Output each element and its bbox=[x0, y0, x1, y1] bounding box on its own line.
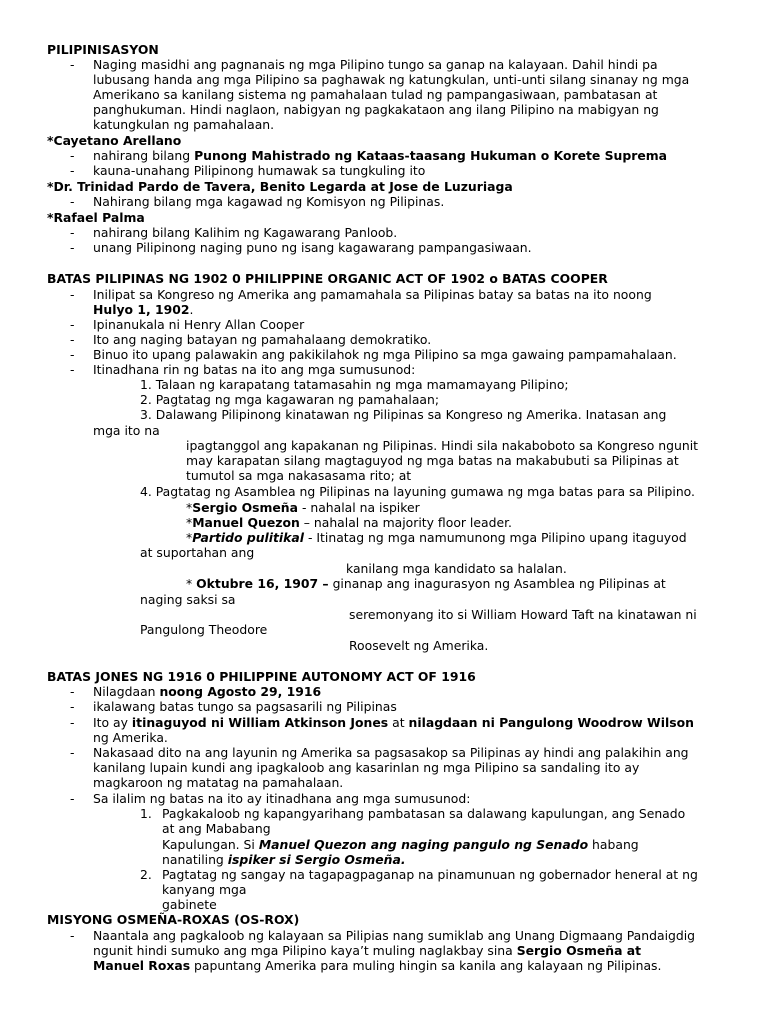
numbered-item-cont: gabinete bbox=[162, 897, 217, 912]
bullet-dash: - bbox=[70, 287, 75, 302]
bullet-dash: - bbox=[70, 163, 75, 178]
sub-item-osmena bbox=[186, 500, 420, 515]
text-run: - Itinatag ng mga namumunong mga Pilipino upang itaguyod bbox=[304, 530, 687, 545]
paragraph-line: katungkulan ng pamahalaan. bbox=[93, 117, 275, 132]
numbered-marker: 1. bbox=[140, 806, 152, 821]
text-run: habang bbox=[588, 837, 639, 852]
text-run-bold: Manuel Roxas bbox=[93, 958, 191, 973]
numbered-item-cont: mga ito na bbox=[93, 423, 160, 438]
bullet-dash: - bbox=[70, 194, 75, 209]
paragraph-line: lubusang handa ang mga Pilipino sa paghawak ng katungkulan, unti-unti silang sinanay ng mga bbox=[93, 72, 690, 87]
bullet-dash: - bbox=[70, 148, 75, 163]
bullet-dash: - bbox=[70, 684, 75, 699]
numbered-marker: 2. bbox=[140, 867, 152, 882]
sub-item-cont: kanilang mga kandidato sa halalan. bbox=[346, 561, 567, 576]
text-run: * bbox=[186, 515, 193, 530]
section-heading-batas-cooper: BATAS PILIPINAS NG 1902 0 PHILIPPINE ORGANIC ACT OF 1902 o BATAS COOPER bbox=[47, 271, 608, 286]
text-run-bold: Hulyo 1, 1902 bbox=[93, 302, 190, 317]
text-run: * bbox=[186, 500, 193, 515]
list-item: Nahirang bilang mga kagawad ng Komisyon ng Pilipinas. bbox=[93, 194, 445, 209]
text-run: Nilagdaan bbox=[93, 684, 160, 699]
section-heading-pilipinisasyon: PILIPINISASYON bbox=[47, 42, 159, 57]
person-heading-palma: *Rafael Palma bbox=[47, 210, 145, 225]
text-run: * bbox=[186, 530, 193, 545]
list-item-cont bbox=[93, 943, 641, 958]
list-item: Ipinanukala ni Henry Allan Cooper bbox=[93, 317, 305, 332]
numbered-item-cont bbox=[162, 852, 406, 867]
text-run-bold: itinaguyod ni William Atkinson Jones bbox=[131, 715, 389, 730]
list-item-cont: magkaroon ng matatag na pamahalaan. bbox=[93, 775, 344, 790]
numbered-item-cont: kanyang mga bbox=[162, 882, 247, 897]
text-run: nanatiling bbox=[162, 852, 228, 867]
list-item: Hulyo 1, 1902. bbox=[93, 302, 194, 317]
list-item-cont bbox=[93, 958, 661, 973]
text-run: Kapulungan. Si bbox=[162, 837, 259, 852]
bullet-dash: - bbox=[70, 57, 75, 72]
paragraph-line: Amerikano sa kanilang sistema ng pamahalaan tulad ng pampangasiwaan, pambatasan at bbox=[93, 87, 658, 102]
bullet-dash: - bbox=[70, 791, 75, 806]
list-item: unang Pilipinong naging puno ng isang kagawarang pampangasiwaan. bbox=[93, 240, 532, 255]
list-item: Itinadhana rin ng batas na ito ang mga sumusunod: bbox=[93, 362, 416, 377]
text-run-bold: Punong Mahistrado ng Kataas-taasang Hukuman o Korete Suprema bbox=[194, 148, 668, 163]
text-run: papuntang Amerika para muling hingin sa kanila ang kalayaan ng Pilipinas. bbox=[190, 958, 662, 973]
paragraph-line: Naging masidhi ang pagnanais ng mga Pilipino tungo sa ganap na kalayaan. Dahil hindi pa bbox=[93, 57, 658, 72]
numbered-item-cont: at ang Mababang bbox=[162, 821, 271, 836]
text-run-bold-italic: Partido pulitikal bbox=[192, 530, 305, 545]
person-heading-arellano: *Cayetano Arellano bbox=[47, 133, 182, 148]
bullet-dash: - bbox=[70, 362, 75, 377]
list-item: Sa ilalim ng batas na ito ay itinadhana ang mga sumusunod: bbox=[93, 791, 471, 806]
text-run: at bbox=[388, 715, 409, 730]
text-run-bold: Manuel Quezon bbox=[192, 515, 300, 530]
bullet-dash: - bbox=[70, 745, 75, 760]
sub-item-cont: Pangulong Theodore bbox=[140, 622, 268, 637]
sub-item-quezon bbox=[186, 515, 512, 530]
list-item: Naantala ang pagkaloob ng kalayaan sa Pilipias nang sumiklab ang Unang Digmaang Pandaigdig bbox=[93, 928, 696, 943]
sub-item-cont: naging saksi sa bbox=[140, 592, 236, 607]
numbered-item: 4. Pagtatag ng Asamblea ng Pilipinas na layuning gumawa ng mga batas para sa Pilipino. bbox=[140, 484, 695, 499]
text-run: * bbox=[186, 576, 197, 591]
section-heading-os-rox: MISYONG OSMEÑA-ROXAS (OS-ROX) bbox=[47, 912, 300, 927]
numbered-item-cont: ipagtanggol ang kapakanan ng Pilipinas. Hindi sila nakaboboto sa Kongreso ngunit bbox=[186, 438, 699, 453]
sub-item-cont: seremonyang ito si William Howard Taft na kinatawan ni bbox=[349, 607, 697, 622]
bullet-dash: - bbox=[70, 347, 75, 362]
sub-item-cont: at suportahan ang bbox=[140, 545, 255, 560]
bullet-dash: - bbox=[70, 225, 75, 240]
text-run-bold: nilagdaan ni Pangulong Woodrow Wilson bbox=[408, 715, 694, 730]
paragraph-line: panghukuman. Hindi naglaon, nabigyan ng pagkakataon ang ilang Pilipino na mabigyan ng bbox=[93, 102, 659, 117]
text-run: ginanap ang inagurasyon ng Asamblea ng Pilipinas at bbox=[328, 576, 666, 591]
sub-item-cont: Roosevelt ng Amerika. bbox=[349, 638, 489, 653]
list-item: nahirang bilang Kalihim ng Kagawarang Panloob. bbox=[93, 225, 398, 240]
bullet-dash: - bbox=[70, 240, 75, 255]
section-heading-batas-jones: BATAS JONES NG 1916 0 PHILIPPINE AUTONOMY ACT OF 1916 bbox=[47, 669, 476, 684]
sub-item-partido bbox=[186, 530, 687, 545]
numbered-item: Pagtatag ng sangay na tagapagpaganap na pinamunuan ng gobernador heneral at ng bbox=[162, 867, 698, 882]
list-item: Nakasaad dito na ang layunin ng Amerika sa pagsasakop sa Pilipinas ay hindi ang palakihin ang bbox=[93, 745, 689, 760]
list-item: ikalawang batas tungo sa pagsasarili ng Pilipinas bbox=[93, 699, 397, 714]
text-run: Ito ay bbox=[93, 715, 132, 730]
text-run-bold: Oktubre 16, 1907 – bbox=[196, 576, 329, 591]
text-run-bold: noong Agosto 29, 1916 bbox=[159, 684, 322, 699]
list-item: Ito ang naging batayan ng pamahalaang demokratiko. bbox=[93, 332, 432, 347]
numbered-item-cont: tumutol sa mga nakasasama rito; at bbox=[186, 468, 412, 483]
list-item-cont: kanilang lupain kundi ang ipagkaloob ang kasarinlan ng mga Pilipino sa sandaling ito ay bbox=[93, 760, 640, 775]
list-item bbox=[93, 148, 667, 163]
list-item-cont: ng Amerika. bbox=[93, 730, 168, 745]
text-run: nahirang bilang bbox=[93, 148, 195, 163]
text-run-bold: Sergio Osmeña at bbox=[516, 943, 642, 958]
bullet-dash: - bbox=[70, 715, 75, 730]
bullet-dash: - bbox=[70, 699, 75, 714]
list-item: Inilipat sa Kongreso ng Amerika ang pamamahala sa Pilipinas batay sa batas na ito noong bbox=[93, 287, 652, 302]
numbered-item: 3. Dalawang Pilipinong kinatawan ng Pilipinas sa Kongreso ng Amerika. Inatasan ang bbox=[140, 407, 667, 422]
bullet-dash: - bbox=[70, 928, 75, 943]
text-run: – nahalal na majority floor leader. bbox=[299, 515, 512, 530]
sub-item-oktubre bbox=[186, 576, 666, 591]
text-run-bold-italic: Manuel Quezon ang naging pangulo ng Senado bbox=[258, 837, 589, 852]
text-run: ngunit hindi sumuko ang mga Pilipino kaya’t muling naglakbay sina bbox=[93, 943, 517, 958]
text-run-bold-italic: ispiker si Sergio Osmeña. bbox=[227, 852, 406, 867]
numbered-item: 2. Pagtatag ng mga kagawaran ng pamahalaan; bbox=[140, 392, 440, 407]
numbered-item-cont: may karapatan silang magtaguyod ng mga batas na makabubuti sa Pilipinas at bbox=[186, 453, 679, 468]
list-item: Binuo ito upang palawakin ang pakikilahok ng mga Pilipino sa mga gawaing pampamahalaan. bbox=[93, 347, 677, 362]
numbered-item: 1. Talaan ng karapatang tatamasahin ng mga mamamayang Pilipino; bbox=[140, 377, 569, 392]
list-item: kauna-unahang Pilipinong humawak sa tungkuling ito bbox=[93, 163, 426, 178]
list-item bbox=[93, 684, 321, 699]
text-run: - nahalal na ispiker bbox=[298, 500, 420, 515]
numbered-item-cont bbox=[162, 837, 639, 852]
text-run-bold: Sergio Osmeña bbox=[192, 500, 298, 515]
person-heading-tavera: *Dr. Trinidad Pardo de Tavera, Benito Legarda at Jose de Luzuriaga bbox=[47, 179, 513, 194]
bullet-dash: - bbox=[70, 332, 75, 347]
numbered-item: Pagkakaloob ng kapangyarihang pambatasan sa dalawang kapulungan, ang Senado bbox=[162, 806, 686, 821]
list-item bbox=[93, 715, 694, 730]
bullet-dash: - bbox=[70, 317, 75, 332]
